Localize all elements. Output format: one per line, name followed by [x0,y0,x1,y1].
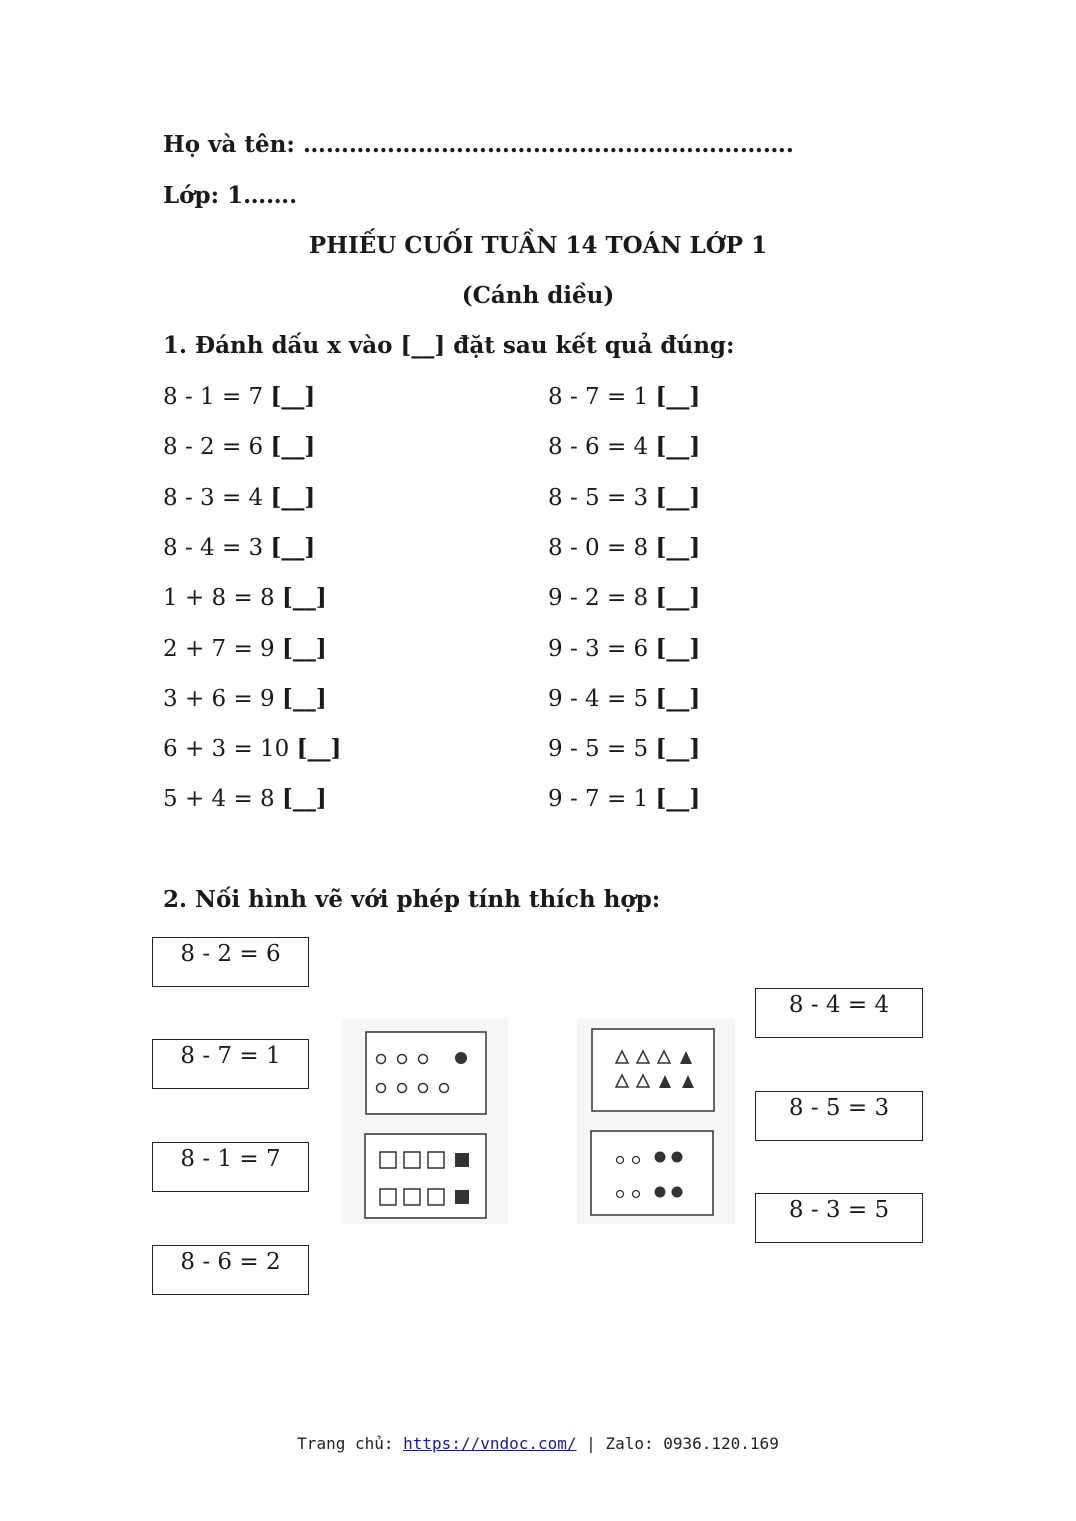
equation-text: 9 - 3 = 6 [548,635,649,662]
exercise2-heading: 2. Nối hình vẽ với phép tính thích hợp: [163,886,661,913]
homepage-link[interactable]: https://vndoc.com/ [403,1434,577,1453]
equation-text: 8 - 6 = 4 [548,434,649,461]
equation-text: 1 + 8 = 8 [163,585,275,612]
circles-picture[interactable] [342,1018,508,1124]
answer-checkbox[interactable]: [__] [282,684,327,712]
equation-row [163,383,315,410]
equation-text: 9 - 4 = 5 [548,685,649,712]
class-line: Lớp: 1……. [163,182,298,209]
equation-text: 8 - 7 = 1 [548,384,649,410]
equation-row [163,785,327,812]
equation-text: 3 + 6 = 9 [163,685,275,712]
equation-box[interactable]: 8 - 3 = 5 [755,1193,923,1243]
answer-checkbox[interactable]: [__] [270,383,316,410]
worksheet-title: PHIẾU CUỐI TUẦN 14 TOÁN LỚP 1 [308,232,768,259]
answer-checkbox[interactable]: [__] [296,735,342,763]
answer-checkbox[interactable]: [__] [655,785,701,813]
equation-text: 9 - 5 = 5 [548,736,649,763]
equation-row [548,584,700,611]
equation-box[interactable]: 8 - 6 = 2 [152,1245,309,1295]
dots-picture[interactable] [577,1124,735,1224]
footer-prefix: Trang chủ: [297,1434,404,1453]
equation-text: 8 - 3 = 4 [163,484,264,511]
equation-box[interactable]: 8 - 2 = 6 [152,937,309,987]
answer-checkbox[interactable]: [__] [282,584,327,612]
equation-row [548,433,700,460]
equation-text: 9 - 2 = 8 [548,585,649,612]
equation-text: 8 - 5 = 3 [548,484,649,511]
page-footer [0,1434,1076,1453]
answer-checkbox[interactable]: [__] [282,634,327,662]
equation-box[interactable]: 8 - 1 = 7 [152,1142,309,1192]
answer-checkbox[interactable]: [__] [655,735,701,763]
equation-row [548,685,700,712]
exercise1-heading: 1. Đánh dấu x vào [__] đặt sau kết quả đúng: [163,332,735,359]
equation-box[interactable]: 8 - 5 = 3 [755,1091,923,1141]
equation-row [163,635,327,662]
equation-text: 8 - 2 = 6 [163,434,264,461]
equation-row [548,735,700,762]
equation-text: 5 + 4 = 8 [163,786,275,813]
equation-row [548,484,700,511]
answer-checkbox[interactable]: [__] [270,483,316,511]
equation-text: 9 - 7 = 1 [548,786,649,813]
equation-row [163,433,315,460]
equation-row [548,383,700,410]
answer-checkbox[interactable]: [__] [282,785,327,813]
answer-checkbox[interactable]: [__] [655,584,701,612]
answer-checkbox[interactable]: [__] [270,533,316,561]
equation-text: 8 - 0 = 8 [548,534,649,561]
equation-row [548,534,700,561]
equation-row [163,735,341,762]
squares-picture[interactable] [342,1124,508,1224]
equation-box[interactable]: 8 - 7 = 1 [152,1039,309,1089]
equation-box[interactable]: 8 - 4 = 4 [755,988,923,1038]
equation-row [548,635,700,662]
equation-text: 2 + 7 = 9 [163,635,275,662]
answer-checkbox[interactable]: [__] [270,433,316,461]
answer-checkbox[interactable]: [__] [655,383,701,410]
equation-row [163,534,315,561]
worksheet-subtitle: (Cánh diều) [461,282,615,309]
equation-row [548,785,700,812]
equation-row [163,484,315,511]
equation-text: 8 - 4 = 3 [163,534,264,561]
answer-checkbox[interactable]: [__] [655,634,701,662]
answer-checkbox[interactable]: [__] [655,483,701,511]
answer-checkbox[interactable]: [__] [655,433,701,461]
equation-row [163,584,327,611]
equation-text: 6 + 3 = 10 [163,736,290,763]
equation-text: 8 - 1 = 7 [163,384,264,410]
answer-checkbox[interactable]: [__] [655,533,701,561]
triangles-picture[interactable] [577,1018,735,1124]
equation-row [163,685,327,712]
footer-contact: | Zalo: 0936.120.169 [576,1434,779,1453]
answer-checkbox[interactable]: [__] [655,684,701,712]
student-name-line: Họ và tên: ………………………………………………………. [163,131,794,158]
